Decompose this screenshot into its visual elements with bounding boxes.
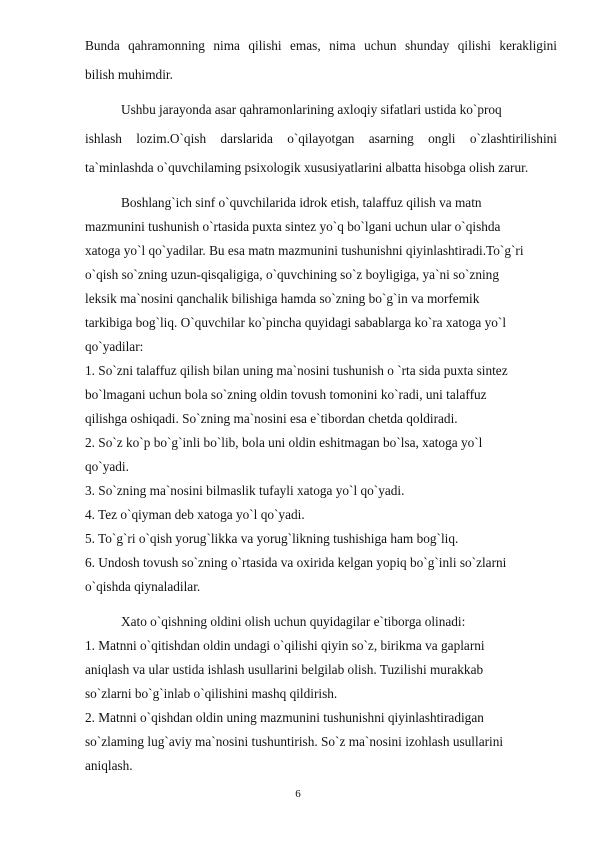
paragraph-line: bo`lmagani uchun bola so`zning oldin tovush tomonini ko`radi, uni talaffuz — [85, 387, 487, 402]
list-item: 1. So`zni talaffuz qilish bilan uning ma`nosini tushunish o `rta sida puxta sintez — [85, 363, 508, 378]
list-item: 1. Matnni o`qitishdan oldin undagi o`qilishi qiyin so`z, birikma va gaplarni — [85, 638, 485, 653]
paragraph-line: so`zlarni bo`g`inlab o`qilishini mashq qildirish. — [85, 686, 338, 701]
list-item: 3. So`zning ma`nosini bilmaslik tufayli xatoga yo`l qo`yadi. — [85, 483, 405, 498]
paragraph-line: bilish muhimdir. — [85, 67, 173, 82]
paragraph-line: qilishga oshiqadi. So`zning ma`nosini esa e`tibordan chetda qoldiradi. — [85, 411, 458, 426]
paragraph-line: leksik ma`nosini qanchalik bilishiga hamda so`zning bo`g`in va morfemik — [85, 291, 480, 306]
paragraph-line: Bunda qahramonning nima qilishi emas, nima uchun shunday qilishi kerakligini — [85, 38, 557, 53]
list-item: 6. Undosh tovush so`zning o`rtasida va oxirida kelgan yopiq bo`g`inli so`zlarni — [85, 555, 507, 570]
list-item: 5. To`g`ri o`qish yorug`likka va yorug`likning tushishiga ham bog`liq. — [85, 531, 459, 546]
list-item: 4. Tez o`qiyman deb xatoga yo`l qo`yadi. — [85, 507, 305, 522]
paragraph-line: ishlash lozim.O`qish darslarida o`qilayotgan asarning ongli o`zlashtirilishini — [85, 131, 557, 146]
paragraph-line: qo`yadi. — [85, 459, 129, 474]
paragraph-line: Ushbu jarayonda asar qahramonlarining axloqiy sifatlari ustida ko`proq — [121, 102, 502, 117]
list-item: 2. Matnni o`qishdan oldin uning mazmunini tushunishni qiyinlashtiradigan — [85, 710, 484, 725]
list-item: 2. So`z ko`p bo`g`inli bo`lib, bola uni oldin eshitmagan bo`lsa, xatoga yo`l — [85, 435, 483, 450]
paragraph-line: Xato o`qishning oldini olish uchun quyidagilar e`tiborga olinadi: — [121, 614, 466, 629]
paragraph-line: xatoga yo`l qo`yadilar. Bu esa matn mazmunini tushunishni qiyinlashtiradi.To`g`ri — [85, 243, 524, 258]
paragraph-line: qo`yadilar: — [85, 339, 144, 354]
paragraph-line: ta`minlashda o`quvchilaming psixologik xususiyatlarini albatta hisobga olish zarur. — [85, 160, 529, 175]
paragraph-line: tarkibiga bog`liq. O`quvchilar ko`pincha quyidagi sabablarga ko`ra xatoga yo`l — [85, 315, 507, 330]
page-number: 6 — [295, 788, 301, 800]
paragraph-line: o`qish so`zning uzun-qisqaligiga, o`quvchining so`z boyligiga, ya`ni so`zning — [85, 267, 499, 282]
paragraph-line: aniqlash. — [85, 758, 133, 773]
paragraph-line: mazmunini tushunish o`rtasida puxta sintez yo`q bo`lgani uchun ular o`qishda — [85, 219, 501, 234]
paragraph-line: aniqlash va ular ustida ishlash usullarini belgilab olish. Tuzilishi murakkab — [85, 662, 484, 677]
paragraph-line: Boshlang`ich sinf o`quvchilarida idrok etish, talaffuz qilish va matn — [121, 195, 482, 210]
paragraph-line: o`qishda qiynaladilar. — [85, 579, 201, 594]
paragraph-line: so`zlaming lug`aviy ma`nosini tushuntirish. So`z ma`nosini izohlash usullarini — [85, 734, 504, 749]
